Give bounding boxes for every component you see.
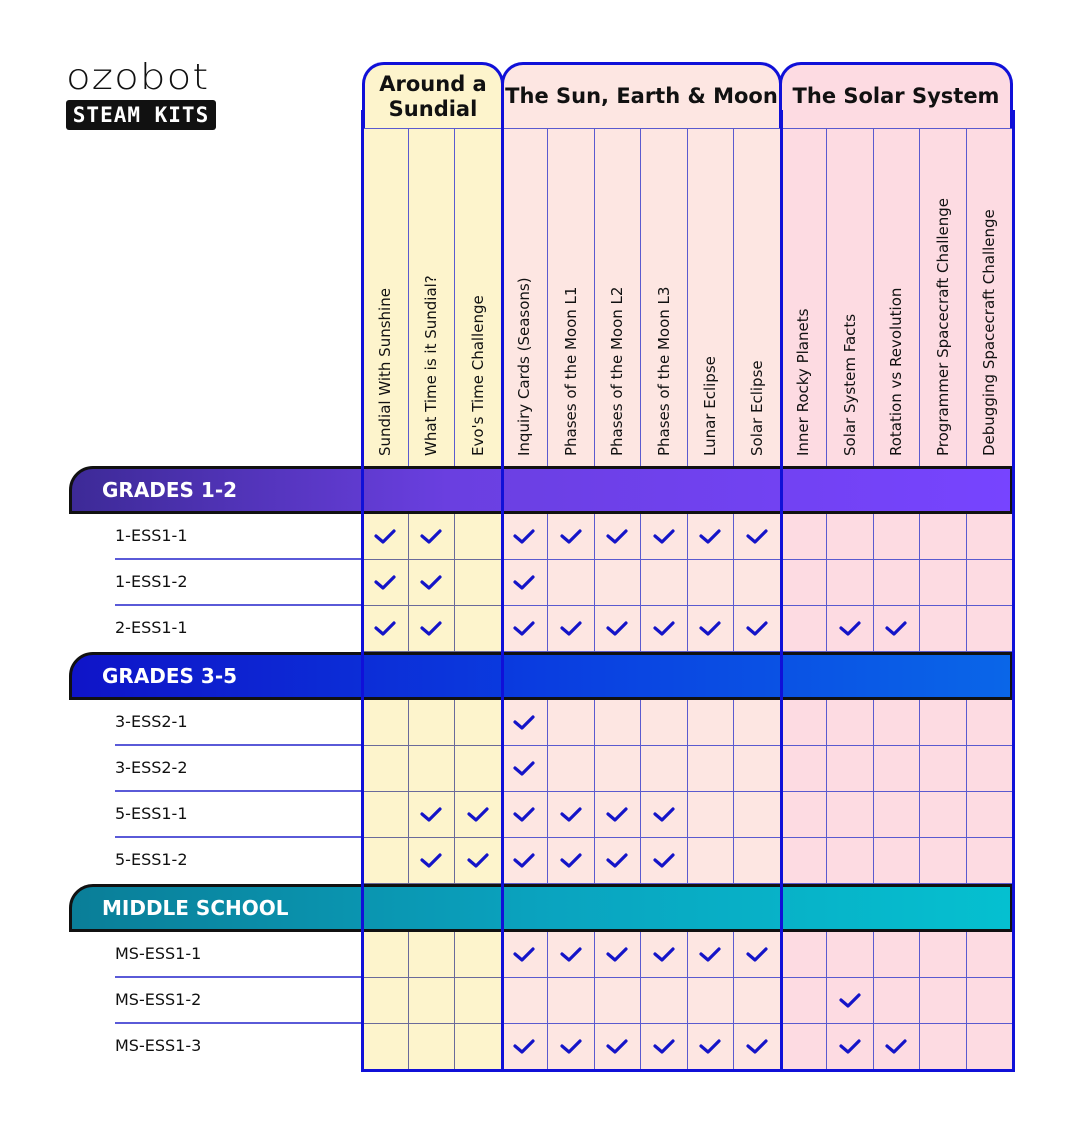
cell-empty [455,700,502,746]
standard-label: MS-ESS1-2 [115,978,362,1024]
cell-empty [967,606,1014,652]
checkmark-icon [513,715,535,731]
column-header-label: Lunar Eclipse [701,356,720,456]
checkmark-icon [467,853,489,869]
checkmark-icon [560,853,582,869]
checkmark-icon [420,853,442,869]
cell-empty [455,978,502,1024]
cell-empty [781,606,828,652]
cell-empty [362,792,409,838]
checkmark-icon [374,575,396,591]
column-header [595,128,642,466]
logo-badge: STEAM KITS [66,100,216,130]
cell-empty [502,978,549,1024]
cell-checked [734,606,781,652]
checkmark-icon [467,807,489,823]
column-header [409,128,456,466]
cell-empty [548,746,595,792]
group-header-sun-earth-moon: The Sun, Earth & Moon [501,62,782,128]
cell-empty [455,514,502,560]
grade-band-grades-1-2: GRADES 1-2 [69,466,1013,514]
standard-label: 2-ESS1-1 [115,618,188,637]
cell-empty [967,514,1014,560]
cell-checked [502,792,549,838]
standard-label: 1-ESS1-2 [115,560,362,606]
cell-empty [781,1024,828,1070]
cell-checked [502,838,549,884]
column-header-label: Solar Eclipse [747,360,766,456]
checkmark-icon [513,529,535,545]
checkmark-icon [839,993,861,1009]
section-divider [780,110,783,1072]
cell-checked [502,932,549,978]
column-header-label: Inquiry Cards (Seasons) [515,277,534,456]
cell-checked [641,606,688,652]
column-header [874,128,921,466]
standard-label: MS-ESS1-3 [115,1036,202,1055]
cell-empty [455,746,502,792]
checkmark-icon [746,1039,768,1055]
checkmark-icon [420,529,442,545]
cell-empty [827,560,874,606]
cell-empty [734,700,781,746]
checkmark-icon [839,1039,861,1055]
cell-empty [548,700,595,746]
standard-label: 5-ESS1-2 [115,850,188,869]
column-header [548,128,595,466]
group-header-around-a-sundial [362,62,504,128]
cell-checked [548,606,595,652]
checkmark-icon [513,621,535,637]
cell-checked [502,700,549,746]
cell-empty [920,514,967,560]
cell-checked [548,932,595,978]
cell-empty [781,746,828,792]
cell-empty [874,700,921,746]
checkmark-icon [374,621,396,637]
cell-checked [409,792,456,838]
cell-checked [734,932,781,978]
logo-wordmark: ozobot [66,57,210,98]
cell-empty [548,560,595,606]
cell-checked [502,1024,549,1070]
column-header-label: Rotation vs Revolution [887,287,906,456]
cell-empty [455,1024,502,1070]
cell-empty [641,700,688,746]
cell-checked [641,792,688,838]
cell-empty [967,978,1014,1024]
cell-checked [548,792,595,838]
cell-empty [781,700,828,746]
cell-empty [455,606,502,652]
cell-empty [967,932,1014,978]
cell-empty [781,978,828,1024]
standard-label: 5-ESS1-1 [115,792,362,838]
column-header-label: Phases of the Moon L3 [654,286,673,456]
cell-empty [827,746,874,792]
cell-empty [920,1024,967,1070]
checkmark-icon [513,807,535,823]
checkmark-icon [653,947,675,963]
cell-checked [595,792,642,838]
cell-empty [455,932,502,978]
cell-checked [734,514,781,560]
cell-empty [967,560,1014,606]
cell-empty [688,792,735,838]
column-header-label: Sundial With Sunshine [375,288,394,456]
cell-empty [595,746,642,792]
cell-empty [827,838,874,884]
ozobot-steam-kits-logo [66,57,221,130]
section-divider [1012,110,1015,1072]
cell-checked [595,932,642,978]
standard-label: 3-ESS2-1 [115,700,362,746]
checkmark-icon [420,621,442,637]
checkmark-icon [699,1039,721,1055]
column-header [502,128,549,466]
cell-checked [455,792,502,838]
column-header [781,128,828,466]
column-header-label: Evo's Time Challenge [468,295,487,456]
group-title-line2: Sundial [388,96,478,121]
cell-empty [688,838,735,884]
cell-empty [874,932,921,978]
checkmark-icon [513,853,535,869]
table-bottom-border [361,1069,1015,1072]
column-header [827,128,874,466]
checkmark-icon [420,807,442,823]
cell-empty [688,560,735,606]
cell-empty [827,700,874,746]
column-header [967,128,1014,466]
checkmark-icon [513,761,535,777]
checkmark-icon [560,1039,582,1055]
cell-empty [362,978,409,1024]
column-header [641,128,688,466]
cell-checked [688,606,735,652]
checkmark-icon [560,529,582,545]
cell-checked [827,978,874,1024]
cell-empty [967,700,1014,746]
section-divider [501,110,504,1072]
cell-empty [781,932,828,978]
cell-empty [874,792,921,838]
cell-empty [734,978,781,1024]
checkmark-icon [699,621,721,637]
cell-empty [920,560,967,606]
cell-checked [362,606,409,652]
cell-empty [967,838,1014,884]
cell-empty [362,700,409,746]
checkmark-icon [885,621,907,637]
cell-checked [827,1024,874,1070]
cell-empty [595,978,642,1024]
cell-empty [409,746,456,792]
checkmark-icon [560,947,582,963]
cell-empty [455,560,502,606]
checkmark-icon [653,529,675,545]
cell-empty [920,838,967,884]
cell-empty [920,606,967,652]
cell-empty [874,838,921,884]
cell-checked [595,606,642,652]
cell-empty [967,746,1014,792]
cell-checked [688,932,735,978]
cell-checked [595,838,642,884]
cell-empty [362,838,409,884]
checkmark-icon [513,1039,535,1055]
cell-checked [502,560,549,606]
cell-empty [641,560,688,606]
column-header-label: What Time is it Sundial? [422,275,441,456]
cell-empty [781,514,828,560]
cell-empty [920,978,967,1024]
cell-checked [409,560,456,606]
cell-empty [734,560,781,606]
cell-empty [874,746,921,792]
cell-empty [967,1024,1014,1070]
cell-checked [641,838,688,884]
checkmark-icon [513,575,535,591]
column-header-label: Inner Rocky Planets [794,308,813,456]
checkmark-icon [606,529,628,545]
cell-checked [641,514,688,560]
checkmark-icon [560,807,582,823]
cell-checked [734,1024,781,1070]
cell-empty [874,514,921,560]
cell-checked [409,514,456,560]
group-header-solar-system: The Solar System [779,62,1013,128]
checkmark-icon [420,575,442,591]
cell-empty [827,792,874,838]
cell-checked [502,746,549,792]
standard-label: MS-ESS1-1 [115,932,362,978]
column-header [734,128,781,466]
cell-empty [362,1024,409,1070]
cell-empty [734,792,781,838]
checkmark-icon [606,1039,628,1055]
cell-empty [409,932,456,978]
cell-empty [595,700,642,746]
cell-empty [874,978,921,1024]
cell-empty [920,792,967,838]
standard-label: 1-ESS1-1 [115,514,362,560]
cell-checked [502,606,549,652]
cell-empty [595,560,642,606]
checkmark-icon [606,947,628,963]
cell-empty [641,978,688,1024]
column-header-label: Programmer Spacecraft Challenge [933,197,952,456]
checkmark-icon [746,621,768,637]
cell-checked [362,514,409,560]
cell-checked [688,514,735,560]
cell-checked [548,838,595,884]
section-divider [361,110,364,1072]
cell-empty [734,838,781,884]
checkmark-icon [699,529,721,545]
cell-empty [409,700,456,746]
group-title-line1: Around a [379,71,487,96]
cell-empty [409,978,456,1024]
cell-empty [920,746,967,792]
column-header-label: Debugging Spacecraft Challenge [980,209,999,456]
cell-checked [641,932,688,978]
checkmark-icon [606,853,628,869]
checkmark-icon [885,1039,907,1055]
column-header-label: Phases of the Moon L1 [561,286,580,456]
cell-checked [874,606,921,652]
column-header [920,128,967,466]
checkmark-icon [560,621,582,637]
checkmark-icon [746,529,768,545]
cell-empty [548,978,595,1024]
cell-empty [688,746,735,792]
cell-checked [641,1024,688,1070]
cell-checked [688,1024,735,1070]
cell-empty [781,792,828,838]
cell-empty [641,746,688,792]
checkmark-icon [653,1039,675,1055]
cell-checked [548,1024,595,1070]
cell-checked [409,606,456,652]
cell-checked [595,514,642,560]
cell-empty [967,792,1014,838]
cell-empty [362,932,409,978]
cell-empty [409,1024,456,1070]
cell-checked [874,1024,921,1070]
column-header [455,128,502,466]
cell-empty [688,978,735,1024]
grade-band-middle-school: MIDDLE SCHOOL [69,884,1013,932]
cell-checked [455,838,502,884]
cell-empty [827,514,874,560]
cell-empty [874,560,921,606]
column-header [362,128,409,466]
checkmark-icon [653,853,675,869]
checkmark-icon [699,947,721,963]
cell-empty [781,838,828,884]
cell-empty [781,560,828,606]
checkmark-icon [653,807,675,823]
checkmark-icon [513,947,535,963]
cell-checked [409,838,456,884]
checkmark-icon [746,947,768,963]
cell-empty [734,746,781,792]
standard-label: 3-ESS2-2 [115,746,362,792]
cell-empty [362,746,409,792]
cell-empty [827,932,874,978]
cell-checked [548,514,595,560]
cell-checked [595,1024,642,1070]
checkmark-icon [606,807,628,823]
checkmark-icon [606,621,628,637]
checkmark-icon [653,621,675,637]
cell-empty [920,932,967,978]
column-header-label: Solar System Facts [840,313,859,456]
checkmark-icon [839,621,861,637]
cell-empty [688,700,735,746]
grade-band-grades-3-5: GRADES 3-5 [69,652,1013,700]
cell-checked [827,606,874,652]
column-header [688,128,735,466]
checkmark-icon [374,529,396,545]
cell-empty [920,700,967,746]
cell-checked [502,514,549,560]
column-header-label: Phases of the Moon L2 [608,286,627,456]
cell-checked [362,560,409,606]
